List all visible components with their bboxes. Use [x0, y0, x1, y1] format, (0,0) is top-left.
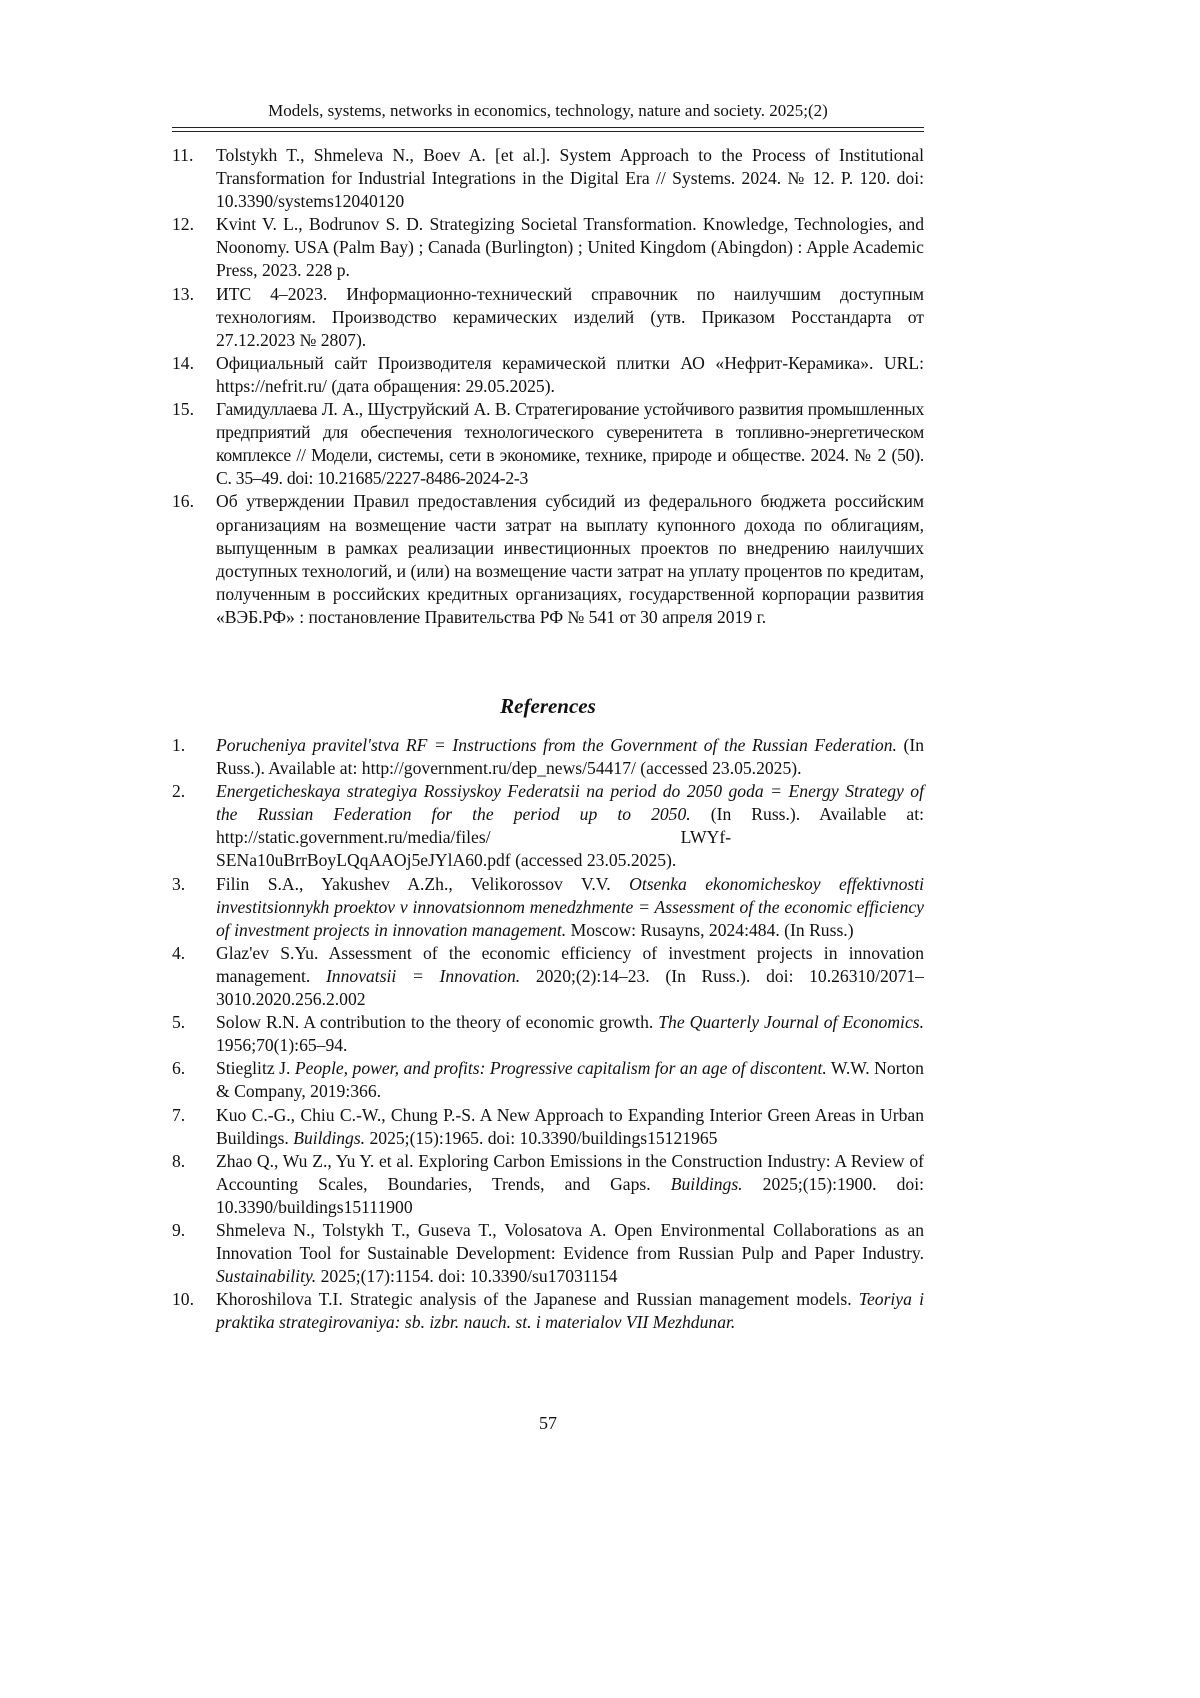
entry-text-part: Stieglitz J.	[216, 1058, 295, 1079]
entry-number: 13.	[172, 283, 194, 304]
entry-text-part: 2025;(15):1900. doi: 10.3390/buildings15111900	[216, 1173, 924, 1217]
entry-text-part: Zhao Q., Wu Z., Yu Y. et al. Exploring Carbon Emissions in the Construction Industry: A Review of Accounting Scales, Boundaries, Trends, and Gaps.	[216, 1150, 924, 1194]
entry-text-part: LWYf-SENa10uBrrBoyLQqAAOj5eJYlA60.pdf (accessed 23.05.2025).	[216, 827, 732, 871]
entry-number: 5.	[172, 1012, 186, 1033]
entry-text-part: 2020;(2):14–23. (In Russ.). doi: 10.26310/2071–3010.2020.256.2.002	[216, 965, 924, 1010]
entry-text	[216, 1288, 924, 1334]
reference-entry	[172, 1057, 924, 1103]
reference-entry	[172, 1150, 924, 1219]
entry-title-italic: People, power, and profits: Progressive capitalism for an age of discontent.	[294, 1058, 827, 1079]
header-rule-thin	[172, 131, 924, 132]
bibliography-entry	[172, 398, 924, 490]
entry-title-italic: Energeticheskaya strategiya Rossiyskoy Federatsii na period do 2050 goda = Energy Strategy of the Russian Federation for the period up to 2050.	[216, 781, 924, 825]
entry-text	[216, 942, 924, 1011]
entry-number: 12.	[172, 214, 194, 235]
reference-entry	[172, 1288, 924, 1334]
entry-text-part: Filin S.A., Yakushev A.Zh., Velikorossov V.V.	[216, 873, 630, 894]
entry-number: 1.	[172, 735, 186, 755]
entry-number: 9.	[172, 1219, 186, 1240]
entry-number: 11.	[172, 145, 194, 165]
reference-entry	[172, 734, 924, 780]
entry-text: Об утверждении Правил предоставления субсидий из федерального бюджета российским организациям на возмещение части затрат на выплату купонного дохода по облигациям, выпущенным в рамках реализации инвестиционных проектов по внедрению наилучших доступных технологий, и (или) на возмещение части затрат на уплату процентов по кредитам, полученным в российских кредитных организациях, государственной корпорации развития «ВЭБ.РФ» : постановление Правительства РФ № 541 от 30 апреля 2019 г.	[216, 491, 924, 627]
entry-text-part: Shmeleva N., Tolstykh T., Guseva T., Volosatova A. Open Environmental Collaborations as an Innovation Tool for Sustainable Development: Evidence from Russian Pulp and Paper Industry.	[216, 1219, 924, 1264]
reference-entry	[172, 1219, 924, 1288]
entry-text: Гамидуллаева Л. А., Шуструйский А. В. Стратегирование устойчивого развития промышленных предприятий для обеспечения технологического суверенитета в топливно-энергетическом комплексе // Модели, системы, сети в экономике, технике, природе и обществе. 2024. № 2 (50). С. 35–49. doi: 10.21685/2227-8486-2024-2-3	[216, 399, 924, 489]
reference-entry	[172, 942, 924, 1011]
entry-title-italic: Otsenka ekonomicheskoy effektivnosti investitsionnykh proektov v innovatsionnom menedzhmente = Assessment of the economic efficiency of investment projects in innovation management.	[216, 873, 924, 940]
entry-text-part: Solow R.N. A contribution to the theory of economic growth.	[216, 1012, 659, 1033]
entry-title-italic: Innovatsii = Innovation.	[325, 965, 521, 986]
entry-title-italic: The Quarterly Journal of Economics.	[658, 1012, 925, 1033]
entry-text: Kvint V. L., Bodrunov S. D. Strategizing Societal Transformation. Knowledge, Technologies, and Noonomy. USA (Palm Bay) ; Canada (Burlington) ; United Kingdom (Abingdon) : Apple Academic Press, 2023. 228 p.	[216, 214, 924, 281]
page-number: 57	[539, 1413, 557, 1433]
entry-number: 2.	[172, 781, 186, 802]
entry-title-italic: Buildings.	[293, 1127, 366, 1148]
reference-entry	[172, 1011, 924, 1057]
entry-text	[216, 1219, 924, 1288]
entry-text-part: Moscow: Rusayns, 2024:484. (In Russ.)	[566, 919, 854, 940]
entry-text: ИТС 4–2023. Информационно-технический справочник по наилучшим доступным технологиям. Производство керамических изделий (утв. Приказом Росстандарта от 27.12.2023 № 2807).	[216, 283, 924, 350]
entry-number: 6.	[172, 1058, 186, 1079]
entry-title-italic: Teoriya i praktika strategirovaniya: sb. izbr. nauch. st. i materialov VII Mezhdunar.	[216, 1289, 924, 1333]
entry-text-part: Glaz'ev S.Yu. Assessment of the economic efficiency of investment projects in innovation management.	[216, 942, 924, 986]
bibliography-entry	[172, 213, 924, 282]
entry-text	[216, 780, 924, 872]
entry-number: 10.	[172, 1289, 194, 1310]
entry-text-part: 2025;(15):1965. doi: 10.3390/buildings15121965	[365, 1127, 718, 1148]
entry-text-part: (In Russ.). Available at: http://government.ru/dep_news/54417/ (accessed 23.05.2025).	[216, 735, 924, 779]
references-list	[172, 734, 924, 1334]
entry-text: Официальный сайт Производителя керамической плитки АО «Нефрит-Керамика». URL: https://nefrit.ru/ (дата обращения: 29.05.2025).	[216, 352, 924, 396]
entry-text-part: 2025;(17):1154. doi: 10.3390/su17031154	[316, 1266, 618, 1287]
entry-text-part: (In Russ.). Available at: http://static.government.ru/media/files/	[216, 804, 924, 848]
bibliography-list	[172, 144, 924, 629]
entry-number: 14.	[172, 352, 194, 373]
header-rule	[172, 127, 924, 128]
entry-text-part: Khoroshilova T.I. Strategic analysis of the Japanese and Russian management models.	[216, 1289, 859, 1310]
reference-entry	[172, 873, 924, 942]
entry-number: 4.	[172, 942, 186, 963]
entry-text-part: Kuo C.-G., Chiu C.-W., Chung P.-S. A New Approach to Expanding Interior Green Areas in Urban Buildings.	[216, 1104, 924, 1148]
reference-entry	[172, 1104, 924, 1150]
bibliography-entry	[172, 352, 924, 398]
bibliography-entry	[172, 283, 924, 352]
entry-title-italic: Buildings.	[670, 1173, 743, 1194]
bibliography-entry	[172, 144, 924, 213]
entry-number: 3.	[172, 873, 186, 894]
entry-text	[216, 1057, 924, 1103]
reference-entry	[172, 780, 924, 872]
entry-number: 15.	[172, 399, 194, 420]
entry-text: Tolstykh T., Shmeleva N., Boev A. [et al.]. System Approach to the Process of Institutional Transformation for Industrial Integrations in the Digital Era // Systems. 2024. № 12. P. 120. doi: 10.3390/systems12040120	[216, 145, 924, 212]
entry-text	[216, 873, 924, 942]
entry-text	[216, 1150, 924, 1219]
references-heading: References	[500, 694, 596, 718]
entry-title-italic: Porucheniya pravitel'stva RF = Instructions from the Government of the Russian Federation.	[216, 735, 897, 755]
running-header: Models, systems, networks in economics, technology, nature and society. 2025;(2)	[268, 101, 828, 120]
entry-number: 8.	[172, 1150, 186, 1171]
entry-text-part: W.W. Norton & Company, 2019:366.	[216, 1058, 924, 1102]
entry-text-part: 1956;70(1):65–94.	[216, 1035, 348, 1056]
entry-text	[216, 1104, 924, 1150]
entry-number: 7.	[172, 1104, 186, 1125]
entry-text	[216, 734, 924, 780]
entry-text	[216, 1011, 924, 1057]
entry-title-italic: Sustainability.	[216, 1266, 317, 1287]
entry-number: 16.	[172, 491, 194, 512]
bibliography-entry	[172, 490, 924, 629]
